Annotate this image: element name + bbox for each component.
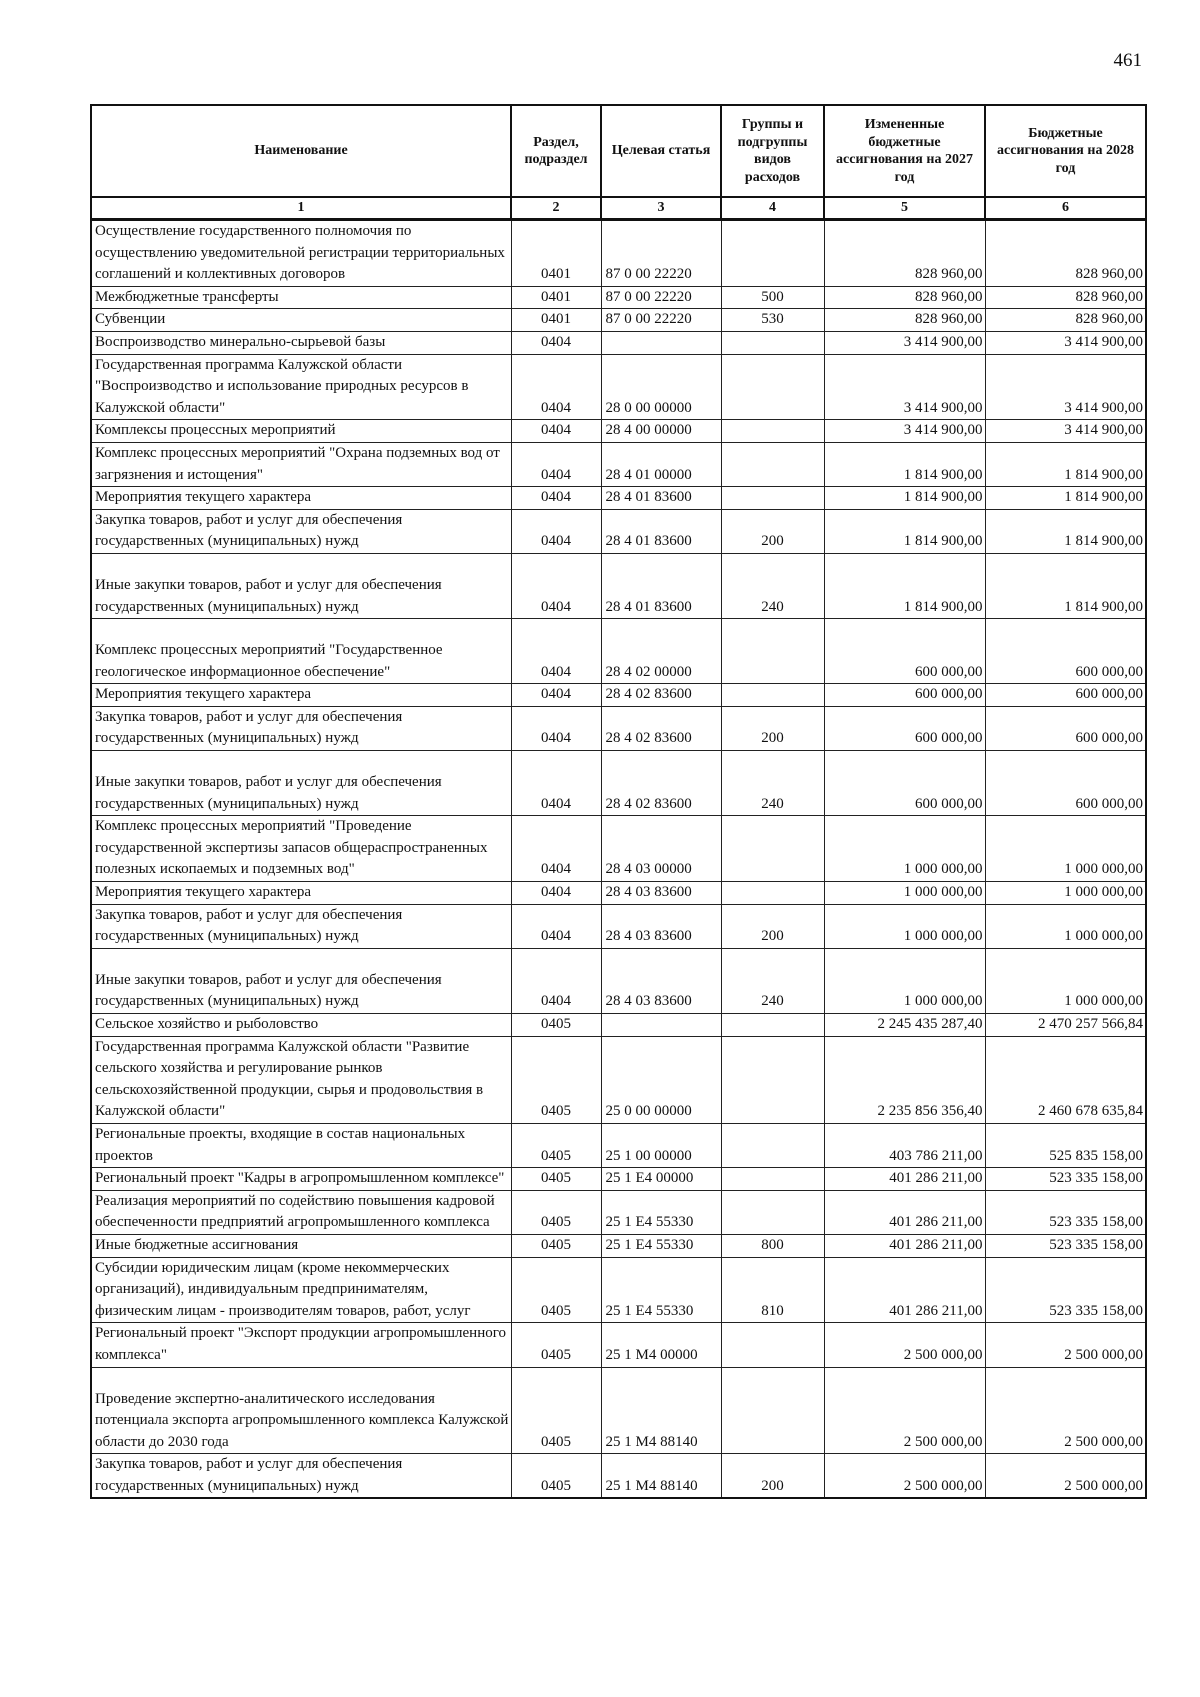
row-article: 25 1 M4 88140 [601, 1367, 721, 1454]
row-article: 25 1 00 00000 [601, 1123, 721, 1167]
row-group: 800 [721, 1234, 824, 1257]
header-section: Раздел, подраздел [511, 105, 601, 197]
row-amount-2028: 828 960,00 [985, 220, 1146, 287]
column-number: 3 [601, 197, 721, 220]
row-group: 240 [721, 948, 824, 1013]
table-row [91, 1257, 1146, 1323]
row-amount-2027: 2 500 000,00 [824, 1454, 985, 1499]
row-article: 87 0 00 22220 [601, 286, 721, 309]
row-group: 810 [721, 1257, 824, 1323]
row-group: 200 [721, 509, 824, 553]
header-article: Целевая статья [601, 105, 721, 197]
row-section: 0404 [511, 816, 601, 882]
row-name: Мероприятия текущего характера [91, 684, 511, 707]
page-number: 461 [1113, 50, 1142, 71]
row-group [721, 1190, 824, 1234]
row-name: Комплекс процессных мероприятий "Проведение государственной экспертизы запасов общераспространенных полезных ископаемых и подземных вод" [91, 816, 511, 882]
row-group [721, 1367, 824, 1454]
row-section: 0401 [511, 220, 601, 287]
table-row [91, 706, 1146, 750]
row-name: Государственная программа Калужской области "Развитие сельского хозяйства и регулирование рынков сельскохозяйственной продукции, сырья и продовольствия в Калужской области" [91, 1036, 511, 1123]
row-group [721, 1014, 824, 1037]
row-name: Иные закупки товаров, работ и услуг для обеспечения государственных (муниципальных) нужд [91, 751, 511, 816]
row-article: 28 4 02 83600 [601, 751, 721, 816]
table-row [91, 509, 1146, 553]
row-amount-2028: 1 814 900,00 [985, 553, 1146, 618]
row-amount-2027: 401 286 211,00 [824, 1234, 985, 1257]
row-section: 0404 [511, 684, 601, 707]
row-amount-2027: 403 786 211,00 [824, 1123, 985, 1167]
row-amount-2027: 3 414 900,00 [824, 354, 985, 420]
row-section: 0405 [511, 1190, 601, 1234]
row-group [721, 619, 824, 684]
row-section: 0405 [511, 1234, 601, 1257]
table-row [91, 816, 1146, 882]
row-group [721, 331, 824, 354]
row-amount-2028: 600 000,00 [985, 706, 1146, 750]
row-amount-2027: 1 814 900,00 [824, 553, 985, 618]
row-article: 28 4 03 83600 [601, 904, 721, 948]
row-name: Закупка товаров, работ и услуг для обеспечения государственных (муниципальных) нужд [91, 1454, 511, 1499]
row-article [601, 1014, 721, 1037]
row-amount-2028: 3 414 900,00 [985, 331, 1146, 354]
row-name: Мероприятия текущего характера [91, 882, 511, 905]
row-amount-2027: 1 000 000,00 [824, 816, 985, 882]
row-amount-2028: 1 814 900,00 [985, 487, 1146, 510]
row-amount-2027: 600 000,00 [824, 751, 985, 816]
row-amount-2027: 1 814 900,00 [824, 487, 985, 510]
row-name: Мероприятия текущего характера [91, 487, 511, 510]
row-group [721, 487, 824, 510]
row-article: 25 1 E4 55330 [601, 1190, 721, 1234]
row-section: 0404 [511, 487, 601, 510]
row-name: Проведение экспертно-аналитического исследования потенциала экспорта агропромышленного комплекса Калужской области до 2030 года [91, 1367, 511, 1454]
row-amount-2028: 523 335 158,00 [985, 1190, 1146, 1234]
row-section: 0404 [511, 904, 601, 948]
row-group [721, 442, 824, 486]
table-row [91, 420, 1146, 443]
column-number: 4 [721, 197, 824, 220]
budget-table [90, 104, 1147, 1499]
row-group [721, 1168, 824, 1191]
row-section: 0404 [511, 354, 601, 420]
row-amount-2028: 2 460 678 635,84 [985, 1036, 1146, 1123]
row-amount-2028: 3 414 900,00 [985, 354, 1146, 420]
row-amount-2028: 828 960,00 [985, 286, 1146, 309]
row-section: 0405 [511, 1014, 601, 1037]
row-section: 0401 [511, 309, 601, 332]
row-group [721, 354, 824, 420]
row-group [721, 684, 824, 707]
table-row [91, 1190, 1146, 1234]
row-amount-2027: 600 000,00 [824, 684, 985, 707]
row-amount-2027: 1 814 900,00 [824, 442, 985, 486]
table-row [91, 1323, 1146, 1367]
row-article: 28 4 03 00000 [601, 816, 721, 882]
table-row [91, 684, 1146, 707]
row-group: 200 [721, 706, 824, 750]
row-section: 0404 [511, 331, 601, 354]
table-row [91, 442, 1146, 486]
row-amount-2027: 828 960,00 [824, 309, 985, 332]
row-article: 28 4 01 83600 [601, 553, 721, 618]
row-amount-2027: 1 000 000,00 [824, 882, 985, 905]
row-amount-2028: 2 500 000,00 [985, 1454, 1146, 1499]
table-row [91, 1367, 1146, 1454]
row-article: 87 0 00 22220 [601, 220, 721, 287]
row-amount-2028: 2 500 000,00 [985, 1323, 1146, 1367]
row-amount-2027: 3 414 900,00 [824, 420, 985, 443]
row-amount-2028: 2 500 000,00 [985, 1367, 1146, 1454]
row-amount-2027: 1 814 900,00 [824, 509, 985, 553]
row-section: 0404 [511, 882, 601, 905]
row-article: 28 0 00 00000 [601, 354, 721, 420]
row-name: Закупка товаров, работ и услуг для обеспечения государственных (муниципальных) нужд [91, 509, 511, 553]
row-name: Межбюджетные трансферты [91, 286, 511, 309]
row-amount-2027: 3 414 900,00 [824, 331, 985, 354]
row-amount-2027: 2 500 000,00 [824, 1323, 985, 1367]
row-amount-2027: 401 286 211,00 [824, 1257, 985, 1323]
table-row [91, 331, 1146, 354]
row-amount-2027: 401 286 211,00 [824, 1190, 985, 1234]
row-article: 25 1 E4 55330 [601, 1257, 721, 1323]
row-section: 0405 [511, 1257, 601, 1323]
row-name: Государственная программа Калужской области "Воспроизводство и использование природных ресурсов в Калужской области" [91, 354, 511, 420]
row-amount-2027: 600 000,00 [824, 619, 985, 684]
row-amount-2028: 828 960,00 [985, 309, 1146, 332]
row-group [721, 882, 824, 905]
row-amount-2028: 523 335 158,00 [985, 1168, 1146, 1191]
row-amount-2028: 1 814 900,00 [985, 442, 1146, 486]
table-row [91, 220, 1146, 287]
row-section: 0404 [511, 619, 601, 684]
row-amount-2028: 3 414 900,00 [985, 420, 1146, 443]
row-article: 28 4 02 83600 [601, 684, 721, 707]
row-group: 240 [721, 751, 824, 816]
row-article: 25 0 00 00000 [601, 1036, 721, 1123]
row-article: 25 1 M4 88140 [601, 1454, 721, 1499]
table-row [91, 1234, 1146, 1257]
row-amount-2028: 523 335 158,00 [985, 1257, 1146, 1323]
table-row [91, 1454, 1146, 1499]
row-section: 0405 [511, 1323, 601, 1367]
row-amount-2028: 2 470 257 566,84 [985, 1014, 1146, 1037]
row-section: 0405 [511, 1367, 601, 1454]
row-section: 0404 [511, 751, 601, 816]
row-amount-2028: 600 000,00 [985, 751, 1146, 816]
table-row [91, 354, 1146, 420]
row-amount-2028: 525 835 158,00 [985, 1123, 1146, 1167]
row-name: Иные закупки товаров, работ и услуг для обеспечения государственных (муниципальных) нужд [91, 553, 511, 618]
table-header [91, 105, 1146, 220]
row-name: Сельское хозяйство и рыболовство [91, 1014, 511, 1037]
row-amount-2027: 1 000 000,00 [824, 948, 985, 1013]
table-row [91, 487, 1146, 510]
header-groups: Группы и подгруппы видов расходов [721, 105, 824, 197]
row-name: Реализация мероприятий по содействию повышения кадровой обеспеченности предприятий агропромышленного комплекса [91, 1190, 511, 1234]
row-name: Региональный проект "Кадры в агропромышленном комплексе" [91, 1168, 511, 1191]
row-article: 28 4 01 83600 [601, 487, 721, 510]
table-row [91, 1036, 1146, 1123]
row-section: 0404 [511, 948, 601, 1013]
table-row [91, 948, 1146, 1013]
row-name: Иные закупки товаров, работ и услуг для обеспечения государственных (муниципальных) нужд [91, 948, 511, 1013]
table-row [91, 619, 1146, 684]
row-amount-2028: 1 000 000,00 [985, 904, 1146, 948]
row-group: 200 [721, 1454, 824, 1499]
table-row [91, 1168, 1146, 1191]
column-number: 5 [824, 197, 985, 220]
row-group [721, 220, 824, 287]
row-amount-2027: 1 000 000,00 [824, 904, 985, 948]
row-group [721, 420, 824, 443]
row-name: Субсидии юридическим лицам (кроме некоммерческих организаций), индивидуальным предпринимателям, физическим лицам - производителям товаров, работ, услуг [91, 1257, 511, 1323]
table-body [91, 220, 1146, 1499]
row-amount-2027: 2 235 856 356,40 [824, 1036, 985, 1123]
table-row [91, 882, 1146, 905]
row-article: 28 4 02 83600 [601, 706, 721, 750]
table-row [91, 904, 1146, 948]
table-row [91, 1014, 1146, 1037]
row-article: 28 4 02 00000 [601, 619, 721, 684]
row-amount-2027: 401 286 211,00 [824, 1168, 985, 1191]
row-group: 530 [721, 309, 824, 332]
row-section: 0401 [511, 286, 601, 309]
row-amount-2027: 600 000,00 [824, 706, 985, 750]
row-article: 28 4 01 83600 [601, 509, 721, 553]
row-section: 0404 [511, 706, 601, 750]
row-group: 200 [721, 904, 824, 948]
row-amount-2027: 2 500 000,00 [824, 1367, 985, 1454]
row-section: 0405 [511, 1036, 601, 1123]
header-amount-2028: Бюджетные ассигнования на 2028 год [985, 105, 1146, 197]
row-article: 25 1 E4 00000 [601, 1168, 721, 1191]
row-name: Иные бюджетные ассигнования [91, 1234, 511, 1257]
column-number: 6 [985, 197, 1146, 220]
row-amount-2028: 523 335 158,00 [985, 1234, 1146, 1257]
row-section: 0404 [511, 509, 601, 553]
row-amount-2027: 828 960,00 [824, 286, 985, 309]
row-name: Комплекс процессных мероприятий "Охрана подземных вод от загрязнения и истощения" [91, 442, 511, 486]
row-article: 28 4 00 00000 [601, 420, 721, 443]
row-article [601, 331, 721, 354]
row-group [721, 816, 824, 882]
row-name: Комплексы процессных мероприятий [91, 420, 511, 443]
row-amount-2028: 600 000,00 [985, 684, 1146, 707]
row-name: Субвенции [91, 309, 511, 332]
row-article: 28 4 01 00000 [601, 442, 721, 486]
table-row [91, 309, 1146, 332]
table-row [91, 1123, 1146, 1167]
column-number: 1 [91, 197, 511, 220]
row-amount-2028: 1 000 000,00 [985, 816, 1146, 882]
row-name: Закупка товаров, работ и услуг для обеспечения государственных (муниципальных) нужд [91, 904, 511, 948]
row-amount-2028: 1 814 900,00 [985, 509, 1146, 553]
row-name: Комплекс процессных мероприятий "Государственное геологическое информационное обеспечение" [91, 619, 511, 684]
row-article: 28 4 03 83600 [601, 948, 721, 1013]
row-group [721, 1323, 824, 1367]
row-name: Закупка товаров, работ и услуг для обеспечения государственных (муниципальных) нужд [91, 706, 511, 750]
row-name: Осуществление государственного полномочия по осуществлению уведомительной регистрации территориальных соглашений и коллективных договоров [91, 220, 511, 287]
row-amount-2028: 1 000 000,00 [985, 948, 1146, 1013]
table-row [91, 751, 1146, 816]
header-name: Наименование [91, 105, 511, 197]
row-name: Воспроизводство минерально-сырьевой базы [91, 331, 511, 354]
row-section: 0404 [511, 442, 601, 486]
row-section: 0405 [511, 1123, 601, 1167]
row-article: 25 1 M4 00000 [601, 1323, 721, 1367]
row-section: 0405 [511, 1168, 601, 1191]
row-amount-2027: 2 245 435 287,40 [824, 1014, 985, 1037]
row-section: 0404 [511, 420, 601, 443]
row-section: 0404 [511, 553, 601, 618]
row-amount-2027: 828 960,00 [824, 220, 985, 287]
row-name: Региональный проект "Экспорт продукции агропромышленного комплекса" [91, 1323, 511, 1367]
row-group: 500 [721, 286, 824, 309]
row-article: 28 4 03 83600 [601, 882, 721, 905]
row-section: 0405 [511, 1454, 601, 1499]
row-article: 25 1 E4 55330 [601, 1234, 721, 1257]
row-amount-2028: 1 000 000,00 [985, 882, 1146, 905]
column-number: 2 [511, 197, 601, 220]
row-article: 87 0 00 22220 [601, 309, 721, 332]
table-row [91, 286, 1146, 309]
table-row [91, 553, 1146, 618]
header-amount-2027: Измененные бюджетные ассигнования на 2027 год [824, 105, 985, 197]
row-group: 240 [721, 553, 824, 618]
row-group [721, 1123, 824, 1167]
row-name: Региональные проекты, входящие в состав национальных проектов [91, 1123, 511, 1167]
row-amount-2028: 600 000,00 [985, 619, 1146, 684]
row-group [721, 1036, 824, 1123]
